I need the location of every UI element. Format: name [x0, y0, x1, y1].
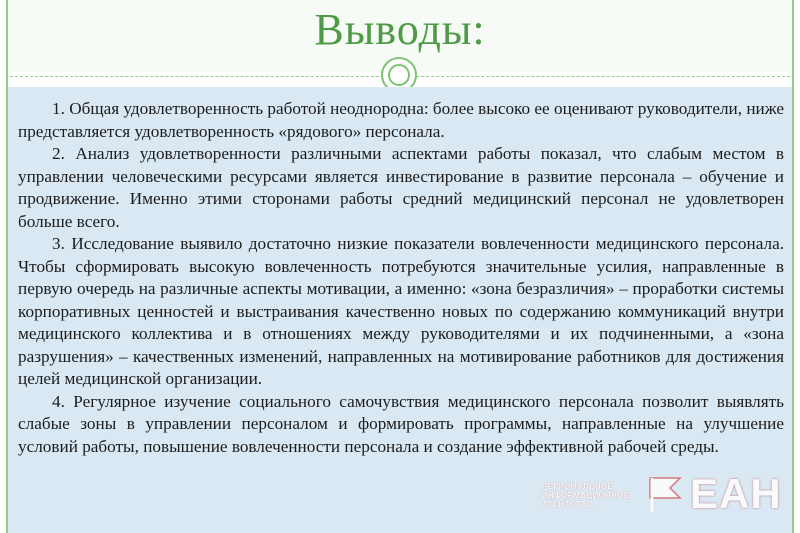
conclusions-text: [18, 98, 784, 458]
conclusion-paragraph-4: 4. Регулярное изучение социального самочувствия медицинского персонала позволит выявлять слабые зоны в управлении персоналом и формировать программы, направленные на улучшение условий работы, повышение вовлеченности персонала и создание эффективной рабочей среды.: [18, 391, 784, 456]
flag-logo-icon: [648, 474, 684, 514]
watermark-line-2: ИНФОРМАЦИОННОЕ: [542, 491, 630, 500]
slide-title: Выводы:: [314, 5, 486, 54]
conclusion-paragraph-3: 3. Исследование выявило достаточно низкие показатели вовлеченности медицинского персонала. Чтобы сформировать высокую вовлеченность потребуются значительные усилия, направленные в первую очередь на различные аспекты мотивации, а именно: «зона безразличия» – проработки системы корпоративных ценностей и выстраивания качественно новых по содержанию коммуникаций внутри медицинского коллектива и в отношениях между руководителями и их подчиненными, а «зона разрушения» – качественных изменений, направленных на мотивирование работников для достижения целей медицинской организации.: [18, 234, 784, 388]
conclusion-paragraph-2: 2. Анализ удовлетворенности различными аспектами работы показал, что слабым местом в управлении человеческими ресурсами является инвестирование в развитие персонала – обучение и продвижение. Именно этими сторонами работы средний медицинский персонал не удовлетворен больше всего.: [18, 144, 784, 231]
watermark-line-1: РЕГИОНАЛЬНОЕ: [542, 482, 614, 491]
watermark-line-3: АГЕНТСТВО: [542, 500, 594, 509]
ean-watermark: [542, 470, 792, 520]
watermark-text: [542, 482, 629, 509]
watermark-logo: ЕАН: [690, 470, 782, 517]
conclusion-paragraph-1: 1. Общая удовлетворенность работой неоднородна: более высоко ее оценивают руководители, ниже представляется удовлетворенность «рядового» персонала.: [18, 99, 784, 141]
